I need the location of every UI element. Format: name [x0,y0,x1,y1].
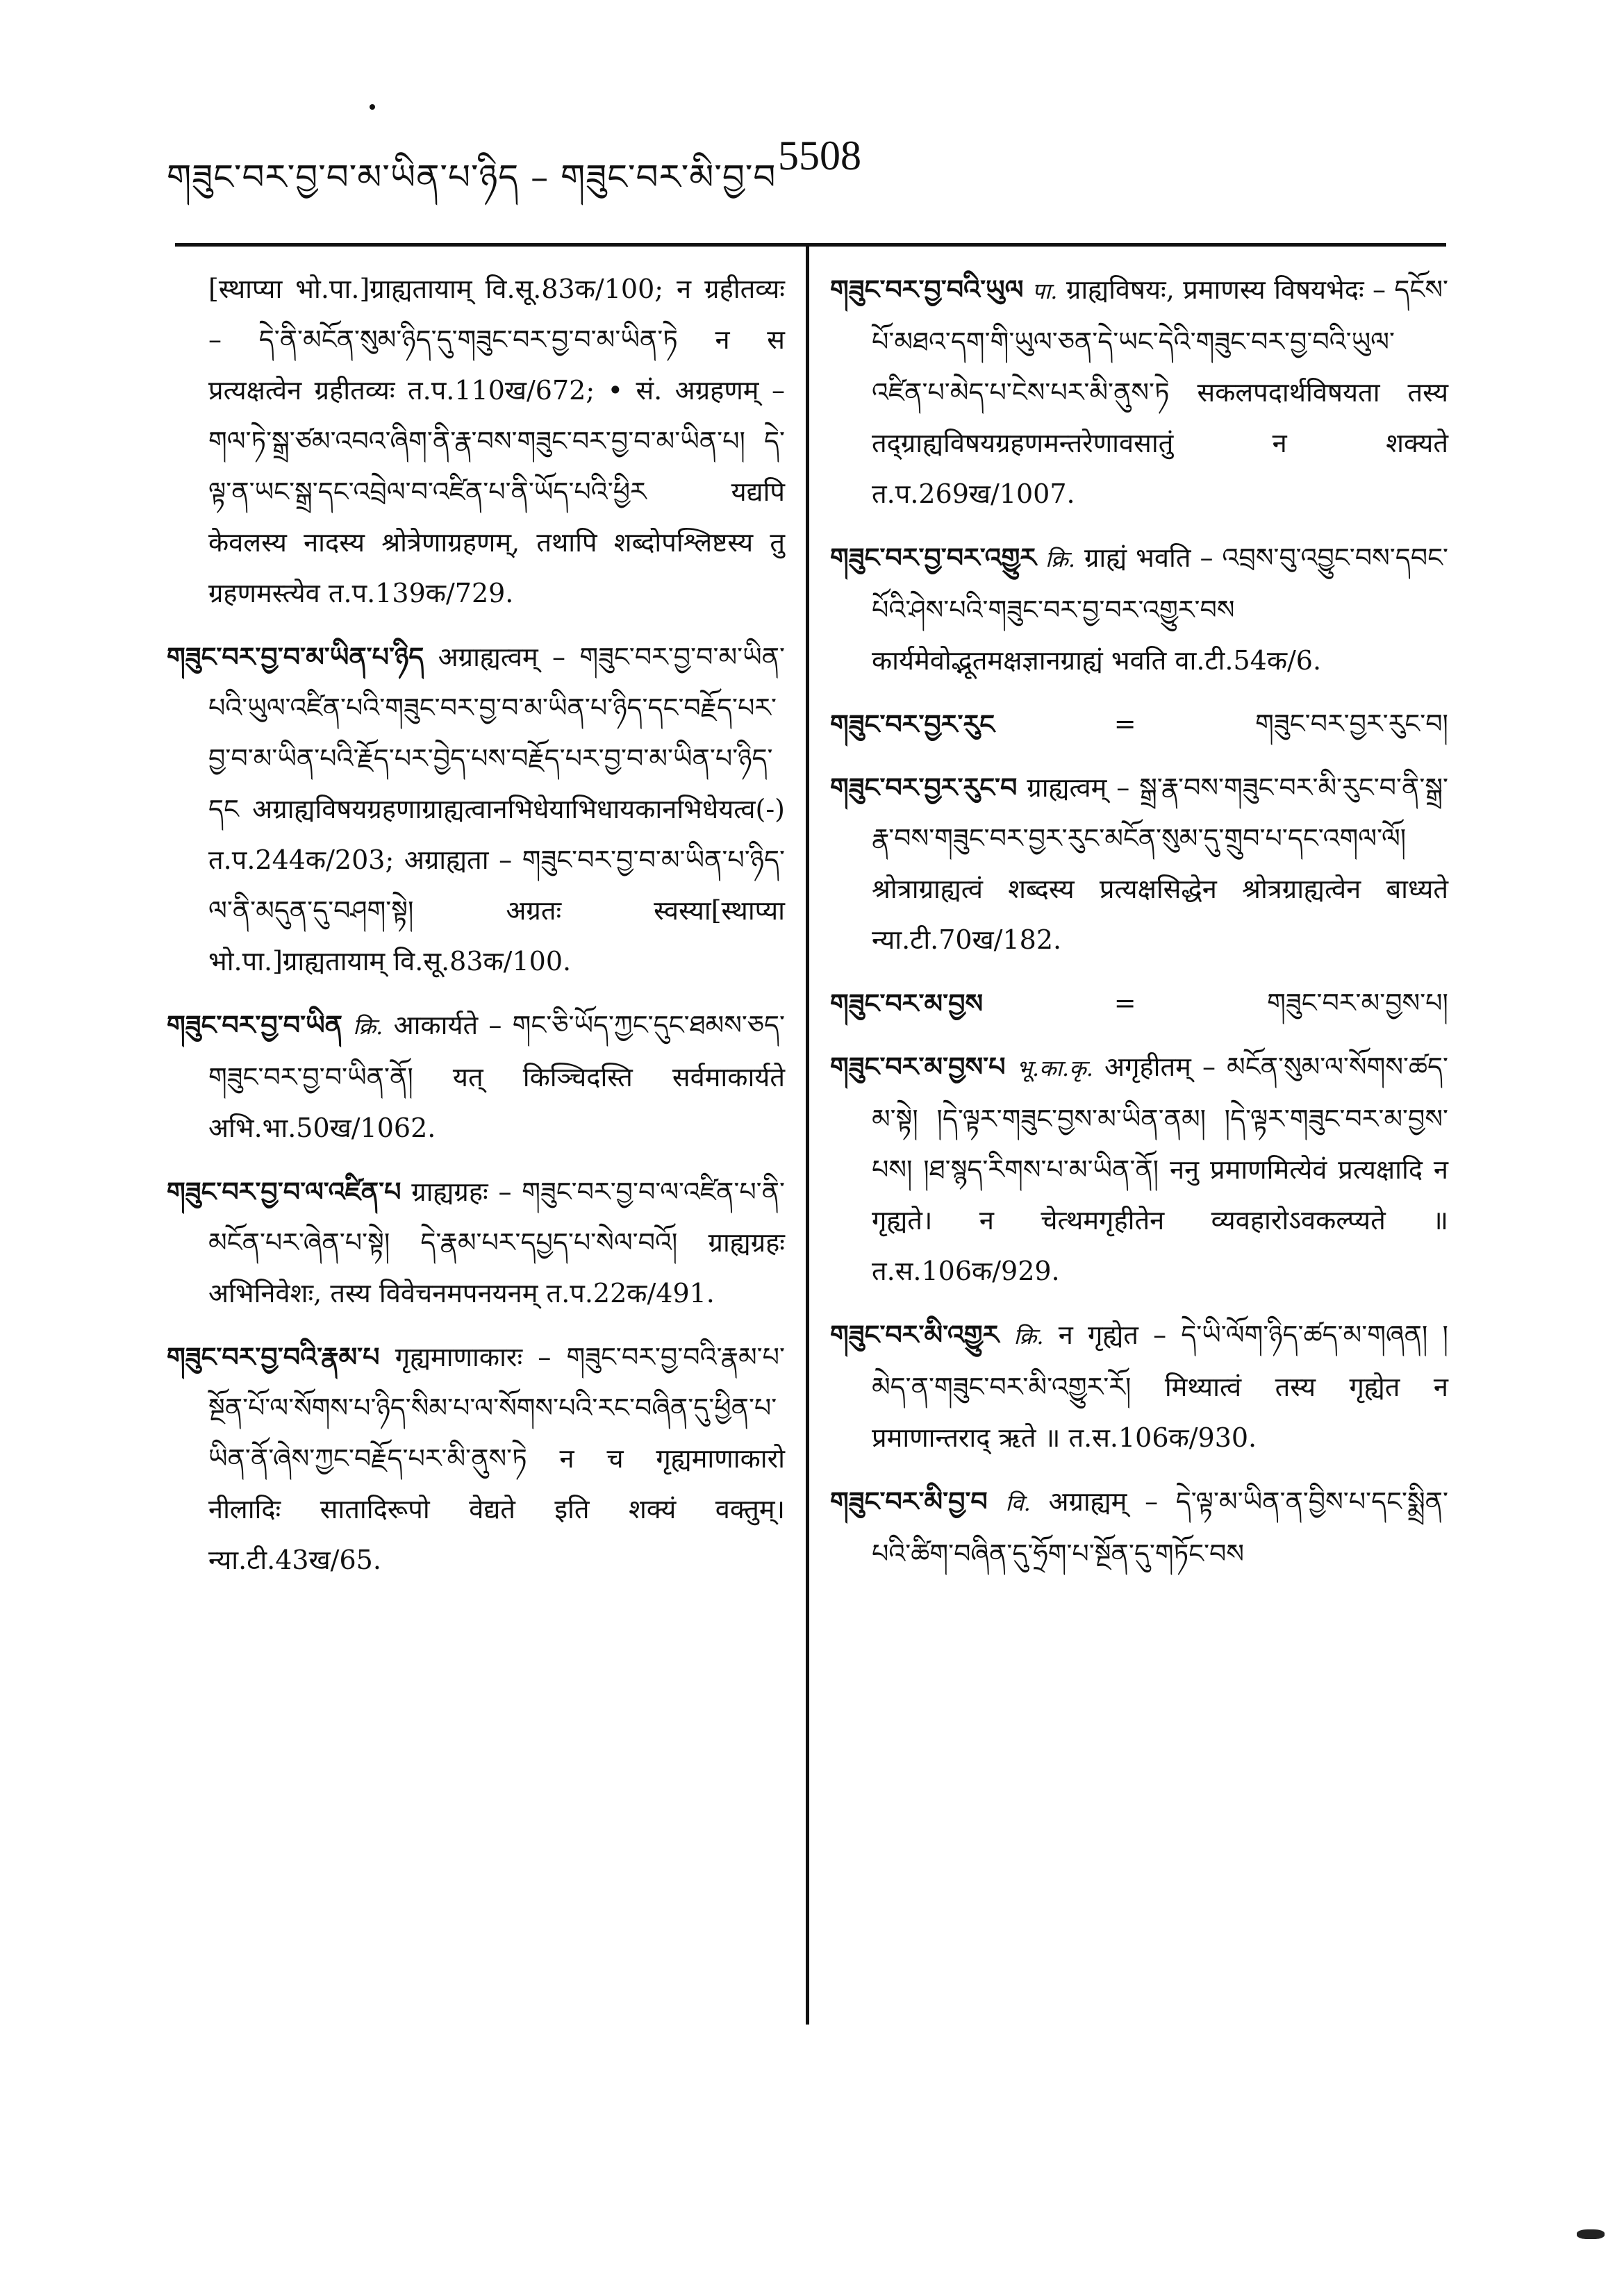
entry-body: गृह्यमाणाकारः – གཟུང་བར་བྱ་བའི་རྣམ་པ་སྔོན་པོ་ལ་སོགས་པ་ཉིད་སིམ་པ་ལ་སོགས་པའི་རང་བཞིན་དུ་ཕྱིན་པ་ཡིན་ནོ་ཞེས་ཀྱང་བརྗོད་པར་མི་ནུས་ཏེ न च गृह्यमाणाकारो नीलादिः सातादिरूपो वेद्यते इति शक्यं वक्तुम्। न्या.टी.43ख/65. [208,1342,785,1575]
dictionary-entry [830,264,1448,520]
grammar-tag: वि. [1005,1490,1031,1516]
entry-headword: གཟུང་བར་བྱ་བའི་ཡུལ [830,274,1024,305]
entry-headword: གཟུང་བར་བྱ་བ་ཡིན [167,1009,343,1040]
entry-headword: གཟུང་བར་བྱ་བར་འགྱུར [830,542,1037,573]
page-number: 5508 [778,133,861,178]
column-divider [806,247,809,2025]
equals-sign: = [1113,708,1136,739]
reference-target: གཟུང་བར་མ་བྱས་པ། [1267,988,1448,1018]
grammar-tag: क्रि. [353,1013,383,1040]
cross-reference-entry [830,978,1448,1029]
dictionary-entry [167,631,785,987]
header-rule [175,243,1446,247]
dictionary-entry [830,1476,1448,1579]
entry-body: ग्राह्यग्रहः – གཟུང་བར་བྱ་བ་ལ་འཛིན་པ་ནི་མངོན་པར་ཞེན་པ་སྟེ། དེ་རྣམ་པར་དཔྱད་པ་སེལ་བའོ། ग्राह्यग्रहः अभिनिवेशः, तस्य विवेचनमपनयनम् त.प.22क/491. [208,1177,785,1308]
entry-headword: གཟུང་བར་བྱ་བ་མ་ཡིན་པ་ཉིད [167,641,424,672]
entry-continuation: [स्थाप्या भो.पा.]ग्राह्यतायाम् वि.सू.83क/100; न ग्रहीतव्यः – དེ་ནི་མངོན་སུམ་ཉིད་དུ་གཟུང་བར་བྱ་བ་མ་ཡིན་ཏེ न स प्रत्यक्षत्वेन ग्रहीतव्यः त.प.110ख/672; • सं. अग्रहणम् – གལ་ཏེ་སྒྲ་ཙམ་འབའ་ཞིག་ནི་རྣ་བས་གཟུང་བར་བྱ་བ་མ་ཡིན་པ། དེ་ལྟ་ན་ཡང་སྒྲ་དང་འབྲེལ་བ་འཛིན་པ་ནི་ཡོད་པའི་ཕྱིར यद्यपि केवलस्य नादस्य श्रोत्रेणाग्रहणम्, तथापि शब्दोपश्लिष्टस्य तु ग्रहणमस्त्येव त.प.139क/729. [208,274,785,608]
dictionary-entry [830,1041,1448,1297]
entry-body: आकार्यते – གང་ཅི་ཡོད་ཀྱང་དུང་ཐམས་ཅད་གཟུང་བར་བྱ་བ་ཡིན་ནོ། यत् किञ्चिदस्ति सर्वमाकार्यते अभि.भा.50ख/1062. [208,1010,785,1143]
left-column [167,264,785,1598]
equals-sign: = [1113,988,1136,1018]
running-head: གཟུང་བར་བྱ་བ་མ་ཡིན་པ་ཉིད – གཟུང་བར་མི་བྱ་བ [167,157,777,197]
right-column [830,264,1448,1592]
cross-reference-entry [830,699,1448,749]
entry-body: ग्राह्यविषयः, प्रमाणस्य विषयभेदः – དངོས་པོ་མཐའ་དག་གི་ཡུལ་ཅན་དེ་ཡང་དེའི་གཟུང་བར་བྱ་བའི་ཡུལ་འཛིན་པ་མེད་པ་ངེས་པར་མི་ནུས་ཏེ सकलपदार्थविषयता तस्य तद्ग्राह्यविषयग्रहणमन्तरेणावसातुं न शक्यते त.प.269ख/1007. [872,274,1448,509]
dictionary-entry [167,1331,785,1586]
dictionary-entry [167,999,785,1154]
dictionary-entry [167,1166,785,1319]
print-speck [370,104,375,110]
scan-smudge [1577,2229,1605,2239]
entry-headword: གཟུང་བར་མི་འགྱུར [830,1319,1000,1350]
entry-headword: གཟུང་བར་བྱ་བའི་རྣམ་པ [167,1341,380,1372]
dictionary-entry [830,762,1448,965]
entry-body: अग्राह्यत्वम् – གཟུང་བར་བྱ་བ་མ་ཡིན་པའི་ཡུལ་འཛིན་པའི་གཟུང་བར་བྱ་བ་མ་ཡིན་པ་ཉིད་དང་བརྗོད་པར་བྱ་བ་མ་ཡིན་པའི་རྗོད་པར་བྱེད་པས་བརྗོད་པར་བྱ་བ་མ་ཡིན་པ་ཉིད་དང अग्राह्यविषयग्रहणाग्राह्यत्वानभिधेयाभिधायकानभिधेयत्व(-) त.प.244क/203; अग्राह्यता – གཟུང་བར་བྱ་བ་མ་ཡིན་པ་ཉིད་ལ་ནི་མདུན་དུ་བཤག་སྟེ། अग्रतः स्वस्या[स्थाप्या भो.पा.]ग्राह्यतायाम् वि.सू.83क/100. [208,642,785,976]
entry-body: अगृहीतम् – མངོན་སུམ་ལ་སོགས་ཚད་མ་སྟེ། །དེ་ལྟར་གཟུང་བྱས་མ་ཡིན་ནམ། །དེ་ལྟར་གཟུང་བར་མ་བྱས་པས། །ཐ་སྙད་རིགས་པ་མ་ཡིན་ནོ། ननु प्रमाणमित्येवं प्रत्यक्षादि न गृह्यते। न चेत्थमगृहीतेन व्यवहारोऽवकल्प्यते ॥ त.स.106क/929. [872,1052,1448,1286]
entry-headword: གཟུང་བར་བྱར་རུང་བ [830,772,1018,803]
entry-headword: གཟུང་བར་མི་བྱ་བ [830,1486,988,1517]
page-header [167,132,1486,208]
entry-body: न गृह्येत – དེ་ཡི་ལོག་ཉིད་ཚད་མ་གཞན། །མེད་ན་གཟུང་བར་མི་འགྱུར་རོ། मिथ्यात्वं तस्य गृह्येत न प्रमाणान्तराद् ऋते ॥ त.स.106क/930. [872,1320,1448,1453]
entry-headword: གཟུང་བར་མ་བྱས་པ [830,1051,1006,1082]
grammar-tag: क्रि. [1045,546,1076,572]
entry-headword: གཟུང་བར་བྱར་རུང [830,708,995,740]
dictionary-entry [830,1309,1448,1463]
entry-body: अग्राह्यम् – དེ་ལྟ་མ་ཡིན་ན་བྱིས་པ་དང་སྨྲིན་པའི་ཚིག་བཞིན་དུ་ཧྲོག་པ་སྔོན་དུ་གཏོང་བས [872,1486,1448,1569]
grammar-tag: क्रि. [1013,1323,1044,1349]
grammar-tag: भू.का.कृ. [1016,1055,1093,1081]
entry-body: ग्राह्यत्वम् – སྒྲ་རྣ་བས་གཟུང་བར་མི་རུང་བ་ནི་སྒྲ་རྣ་བས་གཟུང་བར་བྱར་རུང་མངོན་སུམ་དུ་གྲུབ་པ་དང་འགལ་ལོ། श्रोत्राग्राह्यत्वं शब्दस्य प्रत्यक्षसिद्धेन श्रोत्रग्राह्यत्वेन बाध्यते न्या.टी.70ख/182. [872,772,1448,955]
dictionary-entry [830,532,1448,686]
grammar-tag: पा. [1031,278,1058,304]
entry-body: ग्राह्यं भवति – འབྲས་བུ་འབྱུང་བས་དབང་པོའི་ཤེས་པའི་གཟུང་བར་བྱ་བར་འགྱུར་བས कार्यमेवोद्भूतमक्षज्ञानग्राह्यं भवति वा.टी.54क/6. [872,542,1448,676]
entry-headword: གཟུང་བར་མ་བྱས [830,988,984,1019]
reference-target: གཟུང་བར་བྱར་རུང་བ། [1255,708,1448,739]
entry-headword: གཟུང་བར་བྱ་བ་ལ་འཛིན་པ [167,1176,401,1207]
